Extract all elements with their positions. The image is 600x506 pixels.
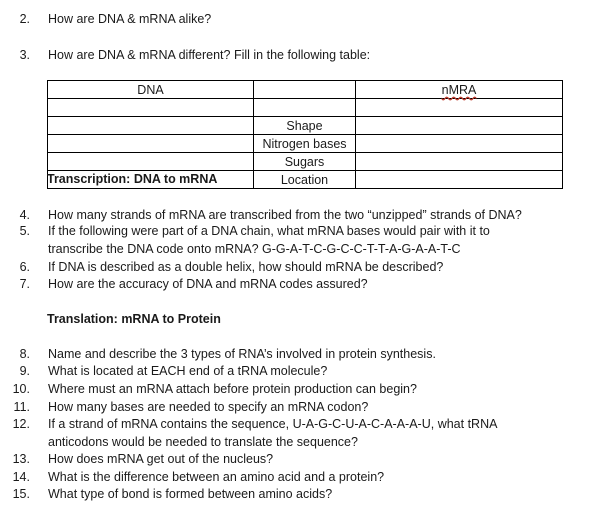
section-heading-translation: Translation: mRNA to Protein <box>47 312 221 326</box>
question-number: 13. <box>12 452 30 466</box>
question-text: What type of bond is formed between amino acids? <box>48 487 333 501</box>
dna-cell[interactable] <box>48 153 254 171</box>
mrna-cell[interactable] <box>356 99 563 117</box>
column-header-property <box>254 81 356 99</box>
column-header-mrna <box>356 81 563 99</box>
mrna-cell[interactable] <box>356 117 563 135</box>
question-text: Name and describe the 3 types of RNA’s involved in protein synthesis. <box>48 347 436 361</box>
question-text: Where must an mRNA attach before protein production can begin? <box>48 382 417 396</box>
question-text: How are the accuracy of DNA and mRNA codes assured? <box>48 277 368 291</box>
mrna-cell[interactable] <box>356 153 563 171</box>
question-text: How many strands of mRNA are transcribed from the two “unzipped” strands of DNA? <box>48 208 522 222</box>
spellcheck-underlined-text: nMRA <box>441 82 477 97</box>
question-text: How are DNA & mRNA alike? <box>48 12 212 26</box>
question-number: 9. <box>19 364 30 378</box>
question-number: 15. <box>12 487 30 501</box>
question-number: 8. <box>19 347 30 361</box>
question-text: If a strand of mRNA contains the sequence, U-A-G-C-U-A-C-A-A-A-U, what tRNA <box>48 417 498 431</box>
question-text: What is located at EACH end of a tRNA molecule? <box>48 364 328 378</box>
question-number: 7. <box>19 277 30 291</box>
table-row <box>48 135 563 153</box>
question-number: 10. <box>12 382 30 396</box>
column-header-dna: DNA <box>48 81 254 99</box>
question-number: 5. <box>19 224 30 238</box>
property-cell: Sugars <box>254 153 356 171</box>
question-text: How are DNA & mRNA different? Fill in the following table: <box>48 48 371 62</box>
question-number: 14. <box>12 470 30 484</box>
question-text: What is the difference between an amino acid and a protein? <box>48 470 385 484</box>
question-text: If DNA is described as a double helix, how should mRNA be described? <box>48 260 444 274</box>
property-cell: Shape <box>254 117 356 135</box>
property-cell: Nitrogen bases <box>254 135 356 153</box>
mrna-cell[interactable] <box>356 135 563 153</box>
table-header-row <box>48 81 563 99</box>
dna-cell[interactable] <box>48 135 254 153</box>
mrna-cell[interactable] <box>356 171 563 189</box>
property-cell: Location <box>254 171 356 189</box>
question-number: 3. <box>19 48 30 62</box>
question-text: anticodons would be needed to translate the sequence? <box>48 435 358 449</box>
question-number: 6. <box>19 260 30 274</box>
question-text: How many bases are needed to specify an mRNA codon? <box>48 400 369 414</box>
dna-cell[interactable] <box>48 99 254 117</box>
property-cell <box>254 99 356 117</box>
question-text: How does mRNA get out of the nucleus? <box>48 452 274 466</box>
question-number: 4. <box>19 208 30 222</box>
table-row <box>48 153 563 171</box>
question-text: transcribe the DNA code onto mRNA? G-G-A-T-C-G-C-C-T-T-A-G-A-A-T-C <box>48 242 461 256</box>
question-text: If the following were part of a DNA chain, what mRNA bases would pair with it to <box>48 224 490 238</box>
dna-cell[interactable] <box>48 117 254 135</box>
table-row <box>48 117 563 135</box>
question-number: 2. <box>19 12 30 26</box>
question-number: 11. <box>13 400 30 414</box>
section-heading-transcription: Transcription: DNA to mRNA <box>47 172 218 186</box>
question-number: 12. <box>12 417 30 431</box>
table-row <box>48 99 563 117</box>
